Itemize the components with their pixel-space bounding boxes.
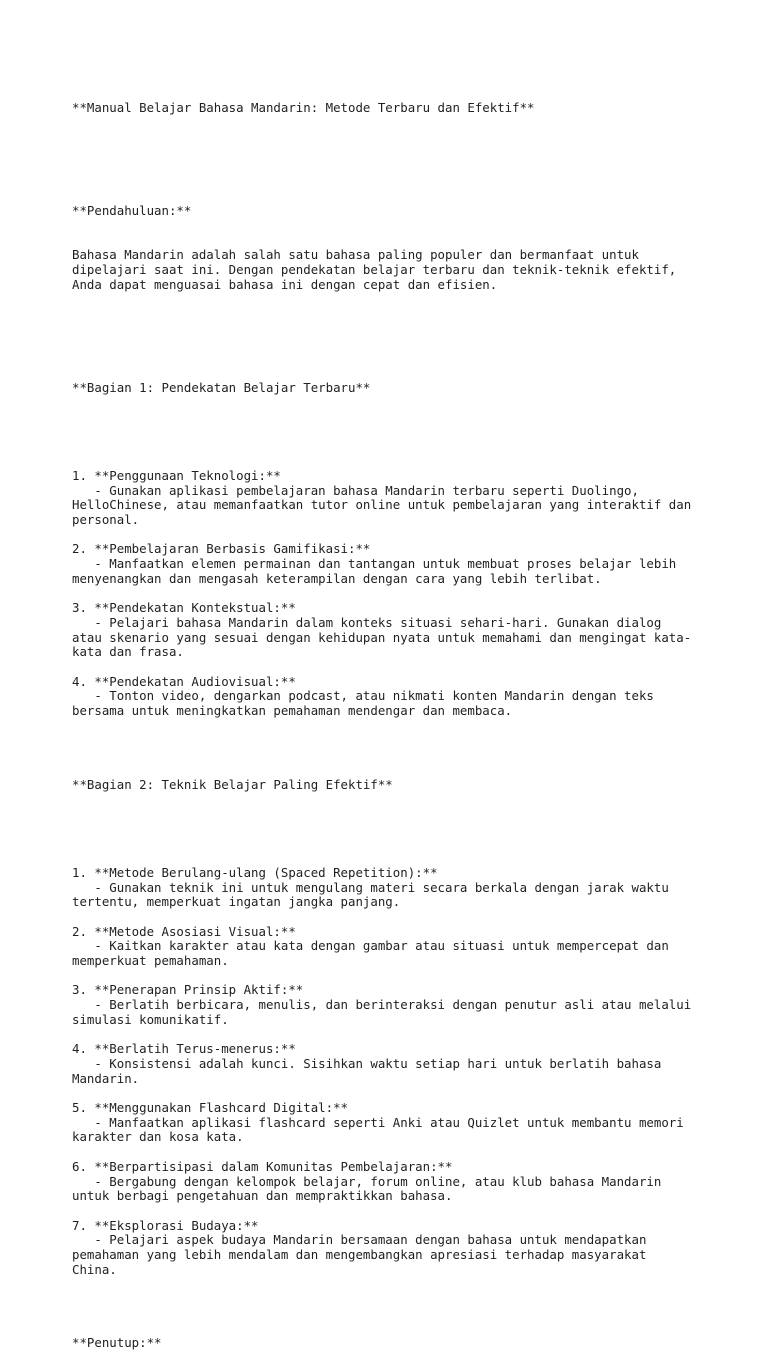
list-item-text: - Tonton video, dengarkan podcast, atau nikmati konten Mandarin dengan teks [72,688,654,704]
list-item [72,1042,712,1101]
list-item [72,1101,712,1160]
list-item [72,925,712,984]
list-item-text: pemahaman yang lebih mendalam dan mengembangkan apresiasi terhadap masyarakat [72,1247,647,1263]
list-item [72,542,712,601]
list-item-text: memperkuat pemahaman. [72,953,229,969]
list-item [72,675,712,734]
blank-line [72,587,712,602]
blank-line [72,660,712,675]
list-item [72,1219,712,1293]
list-item-heading: 2. **Metode Asosiasi Visual:** [72,923,296,939]
list-item-text: tertentu, memperkuat ingatan jangka panjang. [72,894,401,910]
list-item-text: Mandarin. [72,1070,140,1086]
list-item [72,1160,712,1219]
list-item-heading: 2. **Pembelajaran Berbasis Gamifikasi:** [72,541,371,557]
section1-heading: **Bagian 1: Pendekatan Belajar Terbaru** [72,379,371,395]
blank-line [72,719,712,734]
intro-paragraph [72,248,712,292]
list-item-text: menyenangkan dan mengasah keterampilan dengan cara yang lebih terlibat. [72,570,602,586]
list-item-text: personal. [72,512,140,528]
list-item-text: kata dan frasa. [72,644,184,660]
section2-list [72,866,712,1292]
list-item-heading: 1. **Penggunaan Teknologi:** [72,467,281,483]
list-item-heading: 7. **Eksplorasi Budaya:** [72,1217,259,1233]
list-item-text: - Gunakan aplikasi pembelajaran bahasa Mandarin terbaru seperti Duolingo, [72,482,639,498]
blank-line [72,969,712,984]
document-title: **Manual Belajar Bahasa Mandarin: Metode Terbaru dan Efektif** [72,100,535,116]
list-item-text: - Pelajari aspek budaya Mandarin bersamaan dengan bahasa untuk mendapatkan [72,1232,647,1248]
blank-line [72,910,712,925]
blank-line [72,1204,712,1219]
list-item-text: - Gunakan teknik ini untuk mengulang materi secara berkala dengan jarak waktu [72,879,669,895]
blank-line [72,425,712,440]
list-item-text: HelloChinese, atau memanfaatkan tutor online untuk pembelajaran yang interaktif dan [72,497,692,513]
section1-list [72,469,712,734]
list-item-text: - Berlatih berbicara, menulis, dan berinteraksi dengan penutur asli atau melalui [72,997,692,1013]
list-item-text: karakter dan kosa kata. [72,1129,244,1145]
blank-line [72,1086,712,1101]
list-item [72,469,712,543]
closing-heading: **Penutup:** [72,1335,162,1351]
list-item-heading: 4. **Berlatih Terus-menerus:** [72,1041,296,1057]
text-line: dipelajari saat ini. Dengan pendekatan belajar terbaru dan teknik-teknik efektif, [72,262,677,278]
list-item [72,983,712,1042]
text-line: Anda dapat menguasai bahasa ini dengan cepat dan efisien. [72,276,498,292]
blank-line [72,822,712,837]
list-item-text: - Bergabung dengan kelompok belajar, forum online, atau klub bahasa Mandarin [72,1173,662,1189]
list-item-text: China. [72,1261,117,1277]
text-line: Bahasa Mandarin adalah salah satu bahasa paling populer dan bermanfaat untuk [72,247,639,263]
list-item-text: bersama untuk meningkatkan pemahaman mendengar dan membaca. [72,703,513,719]
list-item-heading: 6. **Berpartisipasi dalam Komunitas Pembelajaran:** [72,1158,453,1174]
blank-line [72,1028,712,1043]
blank-line [72,146,712,161]
list-item-heading: 4. **Pendekatan Audiovisual:** [72,673,296,689]
list-item-text: atau skenario yang sesuai dengan kehidupan nyata untuk memahami dan mengingat kata- [72,629,692,645]
blank-line [72,1277,712,1292]
list-item-text: - Manfaatkan elemen permainan dan tantangan untuk membuat proses belajar lebih [72,556,677,572]
list-item-text: simulasi komunikatif. [72,1011,229,1027]
list-item-heading: 3. **Penerapan Prinsip Aktif:** [72,982,304,998]
list-item-text: - Konsistensi adalah kunci. Sisihkan waktu setiap hari untuk berlatih bahasa [72,1055,662,1071]
list-item-text: - Manfaatkan aplikasi flashcard seperti Anki atau Quizlet untuk membantu memori [72,1114,684,1130]
list-item-heading: 5. **Menggunakan Flashcard Digital:** [72,1100,349,1116]
list-item-text: untuk berbagi pengetahuan dan mempraktikkan bahasa. [72,1188,453,1204]
blank-line [72,1145,712,1160]
section2-heading: **Bagian 2: Teknik Belajar Paling Efektif** [72,776,393,792]
list-item-text: - Kaitkan karakter atau kata dengan gambar atau situasi untuk mempercepat dan [72,938,669,954]
document-page [72,72,712,1366]
list-item [72,601,712,675]
list-item-heading: 1. **Metode Berulang-ulang (Spaced Repetition):** [72,864,438,880]
blank-line [72,528,712,543]
blank-line [72,322,712,337]
list-item-text: - Pelajari bahasa Mandarin dalam konteks situasi sehari-hari. Gunakan dialog [72,614,662,630]
intro-heading: **Pendahuluan:** [72,203,192,219]
list-item-heading: 3. **Pendekatan Kontekstual:** [72,600,296,616]
list-item [72,866,712,925]
